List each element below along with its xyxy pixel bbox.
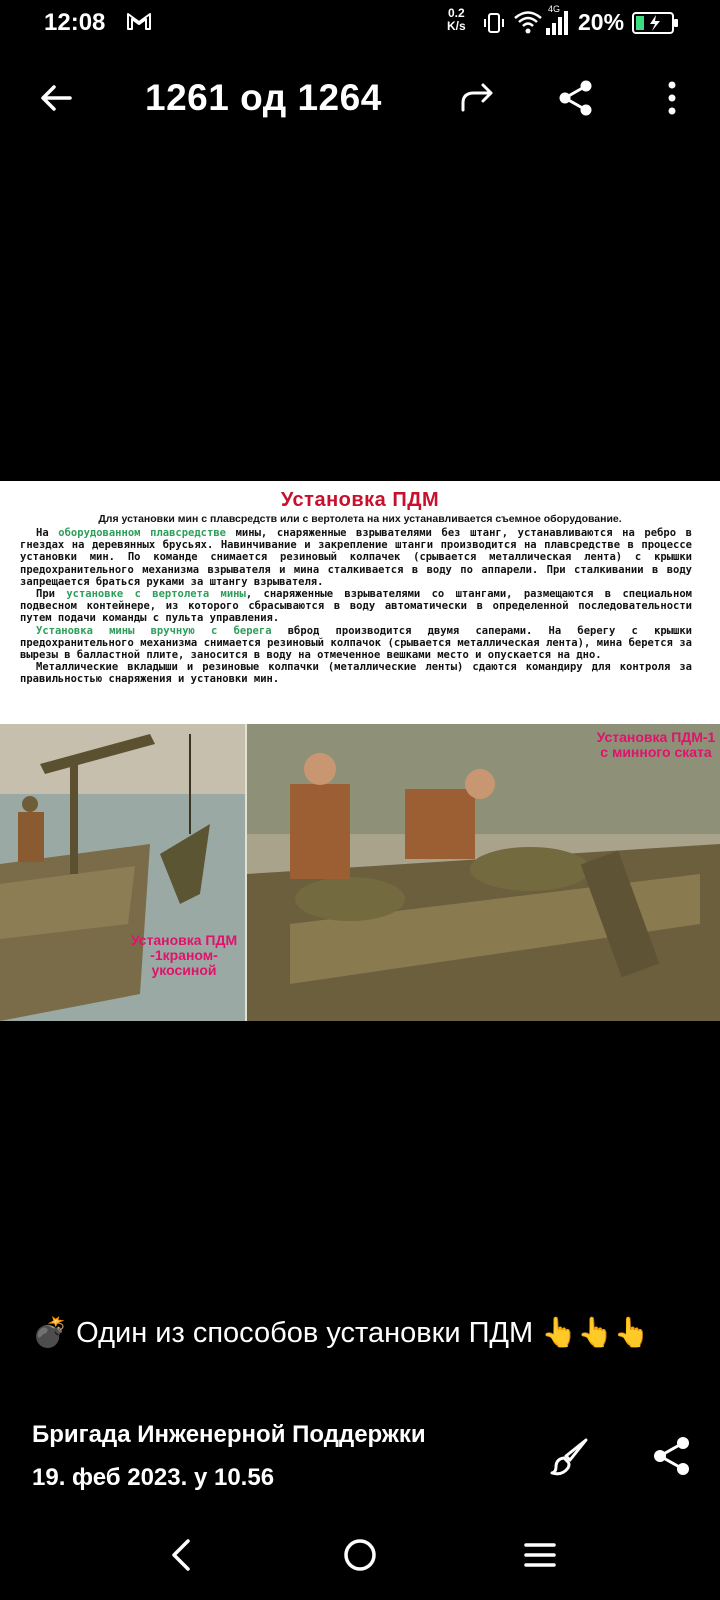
network-type: 4G [548, 4, 561, 14]
nav-home-icon[interactable] [340, 1535, 380, 1575]
nav-recents-icon[interactable] [520, 1535, 560, 1575]
more-vert-icon[interactable] [652, 78, 692, 118]
caption-right: Установка ПДМ-1 с минного ската [596, 729, 716, 760]
app-bar [0, 60, 720, 140]
media-image[interactable] [0, 481, 720, 1021]
poster-illustration [0, 724, 720, 1021]
post-author: Бригада Инженерной Поддержки [32, 1421, 426, 1448]
poster-text-panel [0, 481, 720, 724]
poster-paragraph: При установке с вертолета мины, снаряженные взрывателями со штангами, размещаются в специальном подвесном контейнере, из которого сбрасываются в воду автоматически в определенной последовательности путем подачи команды с пульта управления. [20, 588, 692, 625]
gmail-icon [126, 11, 152, 31]
edit-brush-icon[interactable] [548, 1434, 592, 1478]
forward-icon[interactable] [458, 78, 498, 118]
nav-back-icon[interactable] [163, 1535, 203, 1575]
poster-paragraph: На оборудованном плавсредстве мины, снаряженные взрывателями без штанг, устанавливаются на ребро в гнездах на деревянных брусьях. Навинчивание и закрепление штанги производится на плавсредстве в процессе установки мин. По команде снимается резиновый колпачек (срывается металлическая лента) с крышки предохранительного механизма взрывателя и мина сталкивается в воду по аппарели. При сталкивании в воду запрещается браться руками за штангу взрывателя. [20, 527, 692, 588]
battery-percent: 20% [578, 9, 625, 35]
poster-paragraph: Установка мины вручную с берега вброд производится двумя саперами. На берегу с крышки предохранительного механизма снимается резиновый колпачок (срывается металлическая лента), мина берется за вырезы в балластной плите, заносится в воду на отмеченное вешками место и опускается на дно. [20, 624, 692, 662]
system-nav-bar [0, 1520, 720, 1600]
post-caption: 💣 Один из способов установки ПДМ 👆👆👆 [32, 1317, 650, 1349]
back-arrow-icon[interactable] [36, 78, 76, 118]
network-speed-value: 0.2 [448, 6, 465, 20]
highlight: установке с вертолета мины [66, 588, 246, 601]
vibrate-icon [482, 11, 506, 35]
status-bar [0, 0, 720, 46]
share-icon[interactable] [556, 78, 596, 118]
poster-paragraph: Металлические вкладыши и резиновые колпачки (металлические ленты) сдаются командиру для контроля за правильностью снаряжения и установки мин. [20, 661, 692, 686]
post-date: 19. феб 2023. у 10.56 [32, 1464, 275, 1491]
page-title: 1261 од 1264 [145, 77, 382, 118]
wifi-icon [513, 9, 543, 35]
highlight: оборудованном плавсредстве [58, 527, 226, 539]
poster-title: Установка ПДМ [280, 489, 440, 511]
network-speed-unit: K/s [447, 19, 466, 33]
share-icon[interactable] [650, 1434, 694, 1478]
caption-left: Установка ПДМ -1краном-укосиной [130, 932, 238, 978]
poster-intro: Для установки мин с плавсредств или с вертолета на них устанавливается съемное оборудование. [98, 513, 622, 525]
battery-charging-icon [632, 11, 680, 35]
signal-icon [545, 8, 569, 36]
network-speed [447, 7, 466, 33]
highlight: Установка мины вручную с берега [36, 624, 272, 637]
illustration-drawing [0, 724, 720, 1021]
poster-body [20, 527, 692, 686]
status-time: 12:08 [44, 9, 106, 36]
